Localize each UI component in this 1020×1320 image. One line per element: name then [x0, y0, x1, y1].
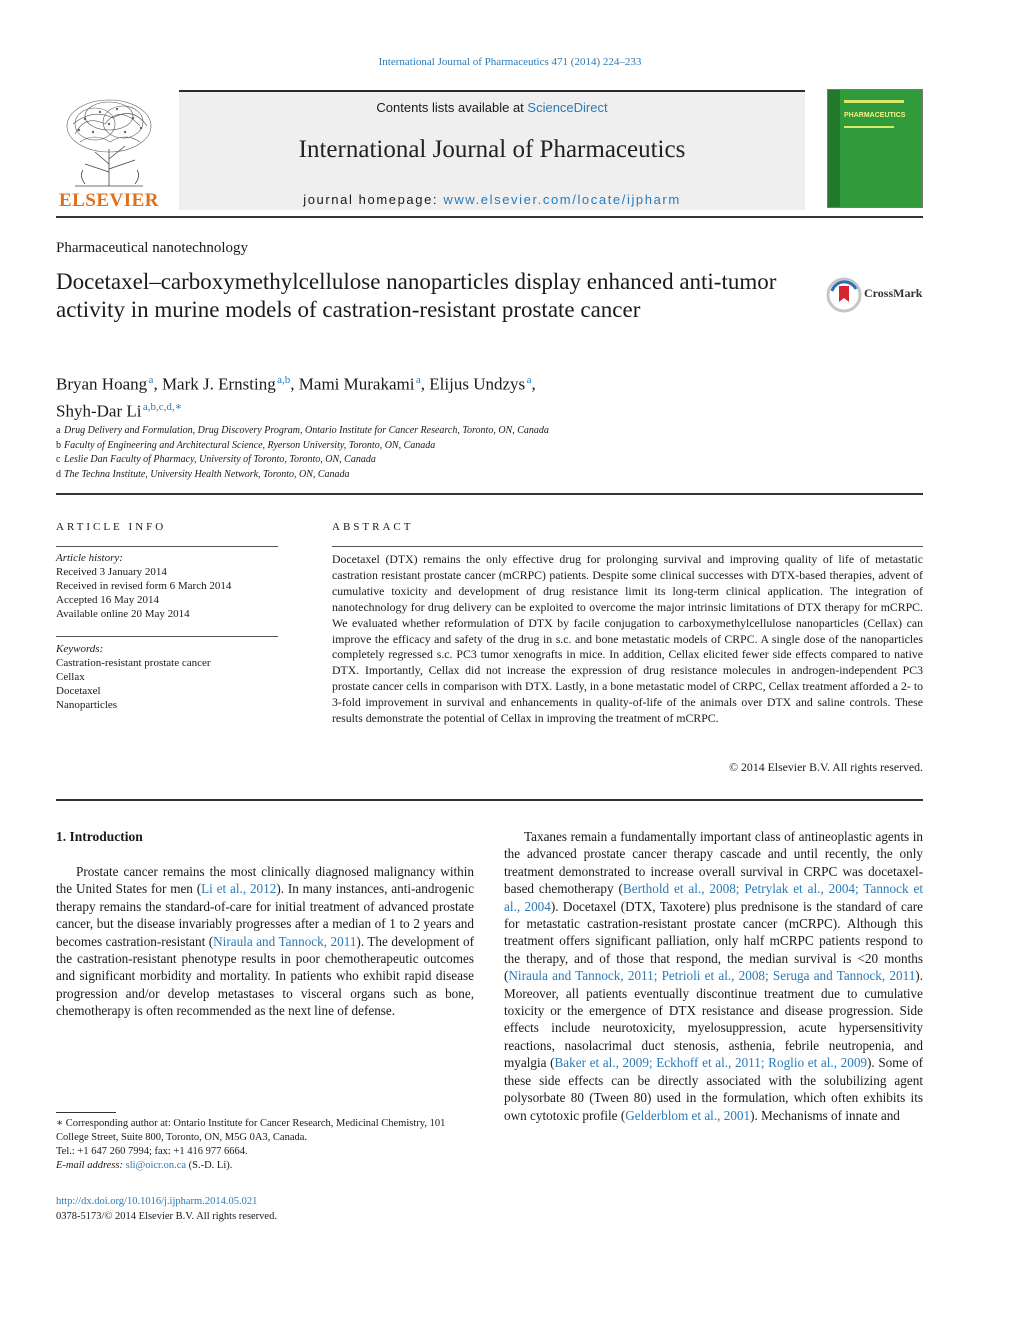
affiliation-letter: b: [56, 439, 61, 451]
abstract-divider: [332, 546, 923, 547]
affiliation-item: [56, 468, 549, 483]
author-name[interactable]: Shyh-Dar Li: [56, 401, 142, 421]
history-revised: Received in revised form 6 March 2014: [56, 580, 232, 592]
author-affiliation-marker[interactable]: a,b: [277, 374, 291, 386]
section-heading-introduction: 1. Introduction: [56, 829, 143, 844]
cover-spine: [828, 90, 840, 207]
email-label: E-mail address:: [56, 1160, 123, 1171]
paragraph-text: ). Docetaxel (DTX, Taxotere) plus prednisone is the standard of care for metastatic castration-resistant prostate cancer (mCRPC). Although this treatment offers significant palliation, only half mCRPC patients respond to the therapy, and of those that respond, the median survival is <20 months (: [504, 898, 923, 984]
email-suffix: (S.-D. Li).: [186, 1160, 233, 1171]
author-name[interactable]: Mami Murakami: [298, 374, 415, 394]
affiliation-text: Drug Delivery and Formulation, Drug Discovery Program, Ontario Institute for Cancer Research, Toronto, ON, Canada: [64, 425, 549, 436]
affiliations: [56, 424, 549, 482]
issn-copyright: 0378-5173/© 2014 Elsevier B.V. All rights reserved.: [56, 1210, 277, 1222]
section-label: Pharmaceutical nanotechnology: [56, 240, 249, 256]
citation-link[interactable]: Li et al., 2012: [201, 881, 277, 897]
body-paragraph: [56, 863, 474, 1020]
paragraph-text: ). Some of these side effects can be directly associated with the solubilizing agent polysorbate 80 (Tween 80) used in the formulation, which often exhibits its own cytotoxic profile (: [504, 1055, 923, 1123]
email-link[interactable]: sli@oicr.on.ca: [125, 1160, 187, 1171]
contents-prefix: Contents lists available at: [376, 100, 528, 115]
article-history: [56, 551, 278, 621]
crossmark-label: CrossMark: [864, 286, 923, 300]
article-title: Docetaxel–carboxymethylcellulose nanoparticles display enhanced anti-tumor activity in murine models of castration-resistant prostate cancer: [56, 269, 777, 322]
paragraph-text: Taxanes remain a fundamentally important class of antineoplastic agents in the advanced prostate cancer therapy cascade and until recently, the only treatment demonstrated to increase overall survival in CRPC was docetaxel-based chemotherapy (: [504, 829, 923, 897]
author-name[interactable]: Elijus Undzys: [429, 374, 526, 394]
abstract-text: Docetaxel (DTX) remains the only effective drug for prolonging survival and improving quality of life of metastatic castration resistant prostate cancer (mCRPC) patients. Despite some clinical successes with DTX-based therapies, advent of cumulative toxicity and development of drug resistance limit its long-term clinical application. The integration of nanotechnology for drug delivery can be exploited to overcome the major intrinsic limitations of DTX therapy for mCRPC. We evaluated whether reformulation of DTX by facile conjugation to carboxymethylcellulose nanoparticles (Cellax) can improve the efficacy and safety of the drug in s.c. and bone metastatic models of CRPC. A single dose of the nanoparticles completely regressed s.c. PC3 tumor xenografts in mice. In addition, Cellax elicited fewer side effects compared to native DTX. Importantly, Cellax did not increase the expression of drug resistance molecules in androgen-independent PC3 prostate cancer cells in comparison with DTX. Lastly, in a bone metastatic model of CRPC, Cellax treatment afforded a 2- to 3-fold improvement in survival and enhancements in quality-of-life of the animals over DTX and saline controls. These results demonstrate the potential of Cellax in improving the treatment of mCRPC.: [332, 552, 923, 726]
keyword-item: Cellax: [56, 671, 85, 683]
paragraph-text: Prostate cancer remains the most clinically diagnosed malignancy within the United States for men (: [56, 864, 474, 897]
affiliation-text: The Techna Institute, University Health Network, Toronto, ON, Canada: [64, 468, 350, 480]
homepage-link[interactable]: www.elsevier.com/locate/ijpharm: [443, 192, 681, 207]
cover-title: PHARMACEUTICS: [844, 112, 906, 119]
author-list: Bryan Hoang $^a$, Mark J. Ernsting $^{a,b}$, Mami Murakami $^a$, Elijus Undzys $^a$, Shyh-Dar Li $^{a,b,c,d,∗}$: [56, 374, 536, 421]
author-affiliation-marker[interactable]: a: [415, 374, 421, 386]
author-affiliation-marker[interactable]: a,b,c,d,∗: [142, 400, 183, 413]
article-info-heading: ARTICLE INFO: [56, 521, 167, 533]
doi-block: [56, 1195, 277, 1224]
paragraph-text: ). Mechanisms of innate and: [750, 1107, 900, 1123]
affiliation-letter: c: [56, 454, 61, 465]
citation-link[interactable]: Berthold et al., 2008; Petrylak et al., 2004; Tannock et al., 2004: [504, 881, 923, 914]
body-paragraph: [504, 828, 923, 1124]
footnote-text: Corresponding author at: Ontario Institute for Cancer Research, Medicinal Chemistry, 101 College Street, Suite 800, Toronto, ON, M5G 0A3, Canada.: [56, 1118, 446, 1143]
cover-stripe: [844, 126, 894, 128]
contents-line: [179, 100, 805, 115]
affiliation-letter: a: [56, 425, 61, 436]
history-online: Available online 20 May 2014: [56, 608, 190, 620]
affiliation-item: [56, 439, 549, 454]
corresponding-author-footnote: [56, 1117, 474, 1173]
homepage-prefix: journal homepage:: [303, 192, 444, 207]
author-name[interactable]: Bryan Hoang: [56, 374, 148, 394]
journal-cover-image: [827, 89, 923, 208]
citation-link[interactable]: Niraula and Tannock, 2011; Petrioli et al., 2008; Seruga and Tannock, 2011: [508, 968, 916, 984]
cover-stripe: [844, 100, 904, 103]
footnote-address: [56, 1117, 474, 1145]
affiliation-item: [56, 424, 549, 439]
homepage-line: [179, 192, 805, 207]
journal-banner: [179, 90, 805, 210]
affiliation-text: Faculty of Engineering and Architectural Science, Ryerson University, Toronto, ON, Canada: [64, 439, 436, 451]
footnote-marker: ∗: [56, 1118, 64, 1129]
sciencedirect-link[interactable]: ScienceDirect: [527, 100, 608, 115]
doi-link[interactable]: http://dx.doi.org/10.1016/j.ijpharm.2014.05.021: [56, 1196, 258, 1207]
author-affiliation-marker[interactable]: a: [148, 374, 154, 386]
citation-link[interactable]: Baker et al., 2009; Eckhoff et al., 2011; Roglio et al., 2009: [554, 1055, 867, 1071]
article-info-divider: [56, 546, 278, 547]
publisher-name: ELSEVIER: [58, 190, 160, 211]
keywords-label: Keywords:: [56, 643, 104, 655]
author-affiliation-marker[interactable]: a: [526, 374, 532, 386]
footnote-divider: [56, 1112, 116, 1113]
crossmark-badge[interactable]: [826, 277, 926, 313]
citation-link[interactable]: Gelderblom et al., 2001: [625, 1107, 751, 1123]
paragraph-text: ). The development of the castration-resistant phenotype results in poor chemotherapeutic outcomes and significant morbidity and mortality. In patients who exhibit rapid disease progression and/or develop metastases to visceral organs such as bone, chemotherapy is often recommended as the next line of defense.: [56, 933, 474, 1019]
paragraph-text: ). Moreover, all patients eventually discontinue treatment due to cumulative toxicity or the emergence of DTX resistance and disease progression. Side effects include neurotoxicity, myelosuppression, acute hypersensitivity reactions, nasolacrimal duct stenosis, asthenia, febrile neutropenia, and myalgia (: [504, 968, 923, 1071]
history-label: Article history:: [56, 552, 123, 564]
affiliation-item: [56, 453, 549, 468]
footnote-email: [56, 1159, 474, 1173]
affiliation-text: Leslie Dan Faculty of Pharmacy, University of Toronto, Toronto, ON, Canada: [64, 454, 376, 465]
abstract-copyright: © 2014 Elsevier B.V. All rights reserved.: [729, 760, 923, 774]
citation-link[interactable]: Niraula and Tannock, 2011: [213, 933, 357, 949]
keywords-divider: [56, 636, 278, 637]
abstract-bottom-divider: [56, 799, 923, 801]
journal-title: International Journal of Pharmaceutics: [298, 136, 686, 163]
footnote-tel: Tel.: +1 647 260 7994; fax: +1 416 977 6664.: [56, 1146, 248, 1157]
paragraph-text: ). In many instances, anti-androgenic therapy remains the standard-of-care for initial treatment of advanced prostate cancer, but the disease invariably progresses after a median of 1 to 2 years and becomes castration-resistant (: [56, 881, 474, 949]
abstract-heading: ABSTRACT: [332, 521, 414, 533]
history-accepted: Accepted 16 May 2014: [56, 594, 159, 606]
keyword-item: Docetaxel: [56, 685, 101, 697]
header-divider: [56, 216, 923, 218]
keyword-item: Castration-resistant prostate cancer: [56, 657, 211, 669]
keyword-item: Nanoparticles: [56, 699, 118, 711]
crossmark-icon: [826, 277, 862, 313]
front-matter-divider: [56, 493, 923, 495]
affiliation-letter: d: [56, 468, 61, 480]
history-received: Received 3 January 2014: [56, 566, 167, 578]
author-name[interactable]: Mark J. Ernsting: [161, 374, 276, 394]
journal-citation[interactable]: International Journal of Pharmaceutics 471 (2014) 224–233: [378, 56, 642, 68]
keywords: [56, 642, 278, 712]
